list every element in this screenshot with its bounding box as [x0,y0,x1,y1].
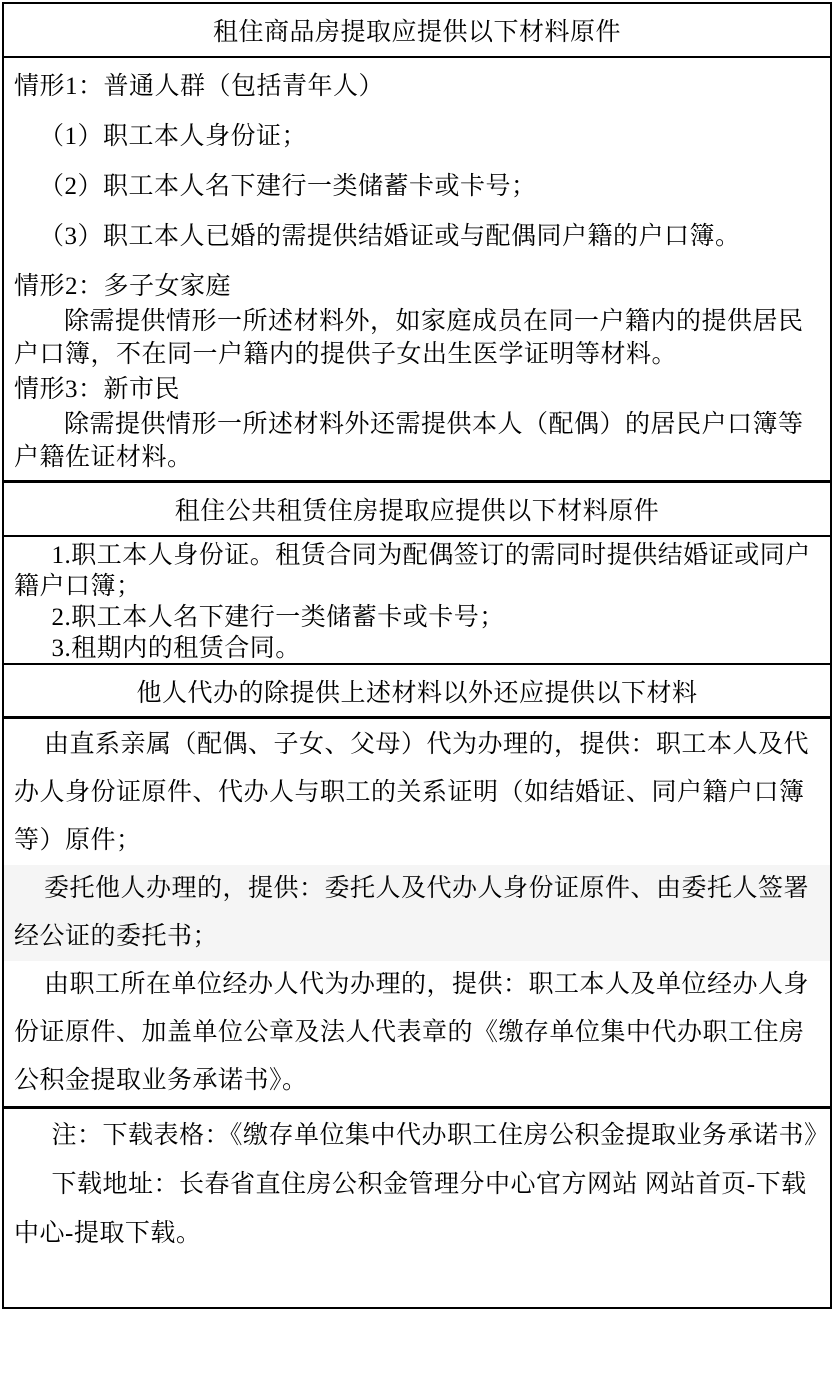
note-line-1: 注：下载表格：《缴存单位集中代办职工住房公积金提取业务承诺书》 [51,1122,830,1149]
case1-item-3: （3）职工本人已婚的需提供结婚证或与配偶同户籍的户口簿。 [39,223,741,250]
section3-header [4,665,830,719]
section3-body [4,719,830,1109]
case1-title: 情形1：普通人群（包括青年人） [14,73,385,100]
section2-body [4,537,830,665]
case3-text: 除需提供情形一所述材料外还需提供本人（配偶）的居民户口簿等户籍佐证材料。 [14,411,804,471]
section2-header [4,483,830,537]
section2-item-3: 3.租期内的租赁合同。 [51,635,301,662]
case1-item-1: （1）职工本人身份证； [39,123,308,150]
case1-item-2: （2）职工本人名下建行一类储蓄卡或卡号； [39,173,537,200]
section2-header-text: 租住公共租赁住房提取应提供以下材料原件 [174,498,660,525]
section2-item-1: 1.职工本人身份证。租赁合同为配偶签订的需同时提供结婚证或同户籍户口簿； [14,542,811,600]
section1-body [4,58,830,483]
section1-header-text: 租住商品房提取应提供以下材料原件 [212,19,621,46]
case2-text: 除需提供情形一所述材料外，如家庭成员在同一户籍内的提供居民户口簿，不在同一户籍内的提供子女出生医学证明等材料。 [14,308,804,368]
section3-paragraph-2: 委托他人办理的，提供：委托人及代办人身份证原件、由委托人签署经公证的委托书； [4,865,830,961]
section3-header-text: 他人代办的除提供上述材料以外还应提供以下材料 [136,679,698,707]
section2-item-2: 2.职工本人名下建行一类储蓄卡或卡号； [51,604,505,631]
section3-paragraph-1: 由直系亲属（配偶、子女、父母）代为办理的，提供：职工本人及代办人身份证原件、代办人与职工的关系证明（如结婚证、同户籍户口簿等）原件； [14,731,810,854]
case2-title: 情形2：多子女家庭 [14,273,232,300]
note-line-2: 下载地址：长春省直住房公积金管理分中心官方网站 网站首页-下载中心-提取下载。 [14,1171,807,1247]
materials-table [2,2,832,1309]
section3-paragraph-3: 由职工所在单位经办人代为办理的，提供：职工本人及单位经办人身份证原件、加盖单位公章及法人代表章的《缴存单位集中代办职工住房公积金提取业务承诺书》。 [14,971,810,1094]
case3-title: 情形3：新市民 [14,376,181,403]
section1-header [4,4,830,58]
note-section [4,1109,830,1307]
